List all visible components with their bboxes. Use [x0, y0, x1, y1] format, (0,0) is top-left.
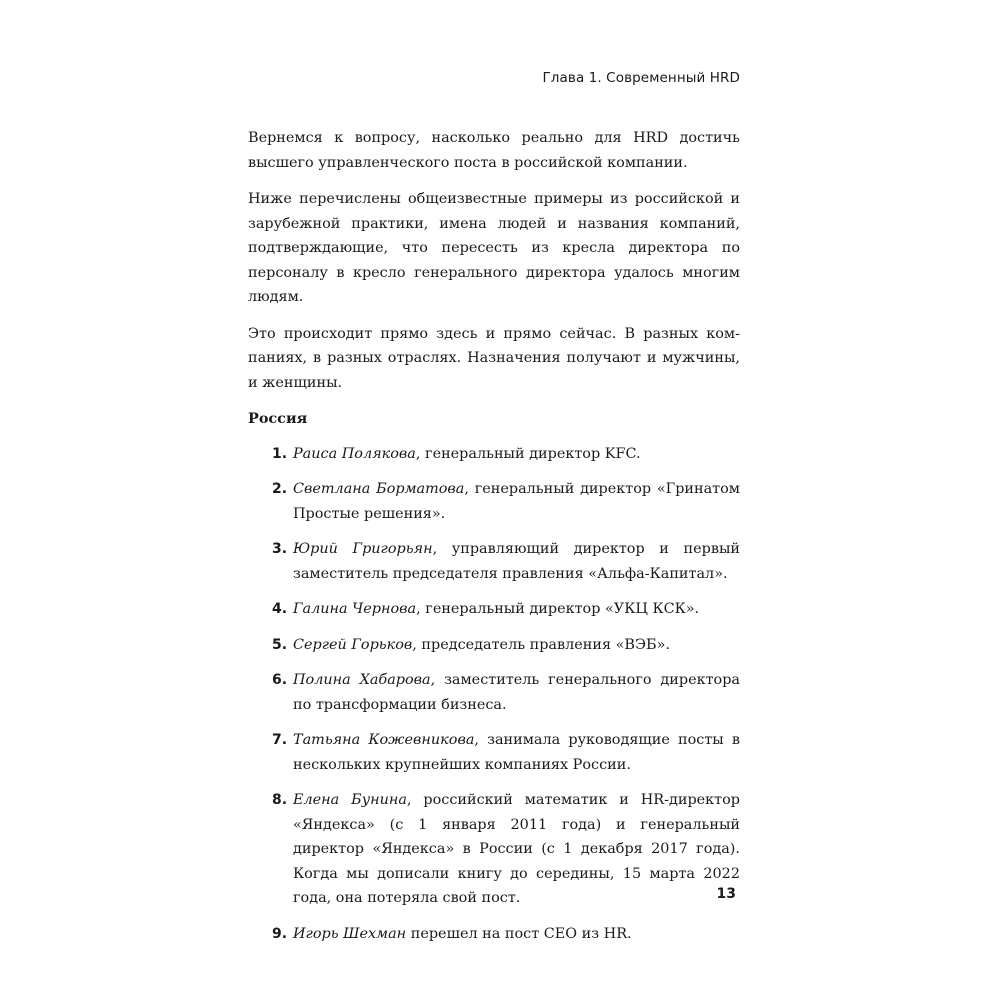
list-item	[248, 442, 740, 467]
book-page	[248, 0, 740, 1000]
person-name: Галина Чернова	[293, 601, 417, 617]
item-text: , занимала руководящие посты в нескольких крупнейших компаниях России.	[293, 732, 740, 773]
list-item	[248, 477, 740, 526]
person-name: Юрий Григорьян	[293, 541, 433, 557]
list-item	[248, 728, 740, 777]
item-text: , председатель правления «ВЭБ».	[412, 636, 670, 653]
list-number: 4.	[272, 601, 288, 617]
list-item	[248, 922, 740, 947]
item-text: , генеральный директор KFC.	[415, 445, 641, 462]
list-number: 2.	[272, 481, 288, 497]
list-number: 8.	[272, 792, 288, 808]
person-name: Светлана Борматова	[293, 481, 465, 497]
page-number: 13	[716, 886, 736, 902]
list-number: 3.	[272, 541, 288, 557]
item-text: перешел на пост CEO из HR.	[406, 925, 632, 942]
list-number: 1.	[272, 445, 288, 462]
list-number: 7.	[272, 732, 288, 748]
people-list	[248, 442, 740, 947]
list-number: 5.	[272, 636, 288, 653]
list-item	[248, 537, 740, 586]
list-item	[248, 633, 740, 658]
list-number: 6.	[272, 672, 288, 688]
list-number: 9.	[272, 925, 288, 942]
page-body	[248, 126, 740, 957]
paragraph: Ниже перечислены общеизвестные примеры из российской и зарубежной практики, имена людей и названия компаний, подтверждающие, что пересесть из кресла директора по персоналу в кресло генерального директора удалось многим людям.	[248, 191, 740, 305]
item-text: , заместитель генерального директора по трансформации бизнеса.	[293, 672, 741, 713]
person-name: Игорь Шехман	[293, 925, 407, 942]
person-name: Раиса Полякова	[293, 445, 416, 462]
item-text: , управляющий директор и первый заместитель председателя правления «Альфа-Капитал».	[293, 541, 740, 582]
person-name: Полина Хабарова	[293, 672, 431, 688]
item-text: , российский математик и HR-директор «Яндекса» (с 1 января 2011 года) и генеральный директор «Яндекса» в России (с 1 декабря 2017 года). Когда мы дописали книгу до середины, 15 марта 2022 года, она потеряла свой пост.	[293, 792, 741, 906]
list-item	[248, 597, 740, 622]
paragraph: Это происходит прямо здесь и прямо сейчас. В разных компаниях, в разных отраслях. Назначения получают и мужчины, и женщины.	[248, 325, 740, 391]
person-name: Елена Бунина	[293, 792, 407, 808]
list-item	[248, 668, 740, 717]
list-item	[248, 788, 740, 911]
section-heading: Россия	[248, 410, 308, 427]
person-name: Татьяна Кожевникова	[293, 732, 475, 748]
paragraph: Вернемся к вопросу, насколько реально для HRD достичь высшего управленческого поста в российской компании.	[248, 130, 740, 171]
running-head: Глава 1. Современный HRD	[542, 70, 740, 86]
person-name: Сергей Горьков	[293, 636, 413, 653]
item-text: , генеральный директор «УКЦ КСК».	[416, 601, 700, 617]
item-text: , генеральный директор «Гринатом Простые решения».	[293, 481, 740, 522]
